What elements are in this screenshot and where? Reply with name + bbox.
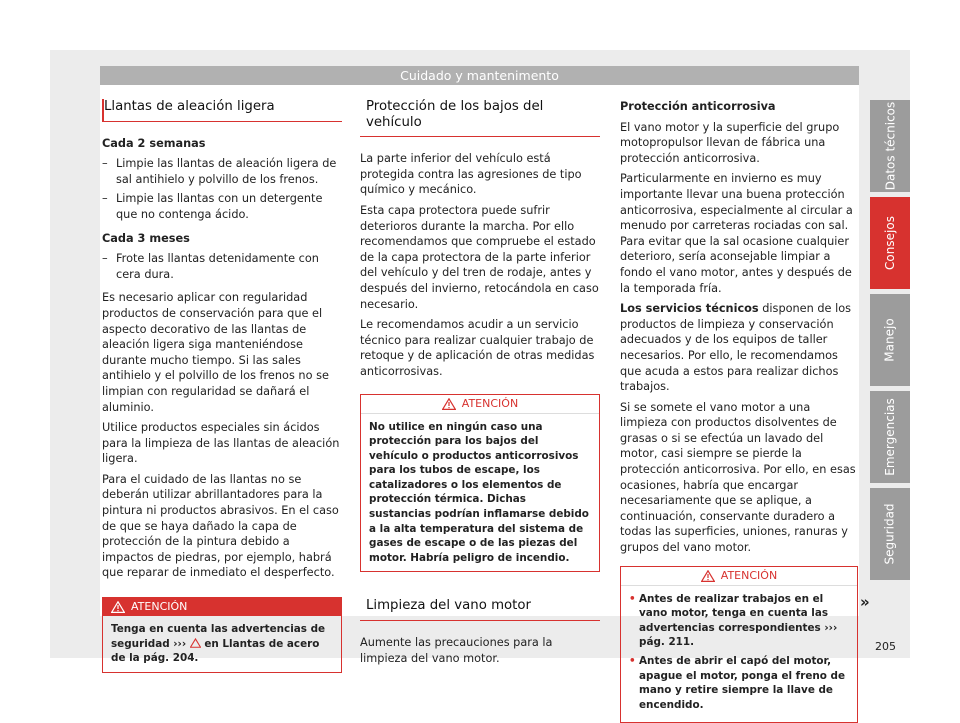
column-alloy-wheels: [102, 85, 342, 673]
tab-label: Manejo: [883, 318, 897, 362]
warning-box: [102, 597, 342, 673]
page-reference[interactable]: pág. 211.: [639, 636, 695, 649]
column-underbody-protection: [360, 85, 600, 671]
section-title-engine-bay: Limpieza del vano motor: [360, 598, 600, 621]
paragraph: Aumente las precauciones para la limpieza del vano motor.: [360, 636, 553, 665]
paragraph: Le recomendamos acudir a un servicio técnico para realizar cualquier trabajo de retoque y de aplicación de otras medidas anticorrosivas.: [360, 318, 595, 378]
warning-text: [621, 586, 857, 723]
warning-label: ATENCIÓN: [461, 396, 519, 410]
tab-label: Consejos: [883, 216, 898, 270]
paragraph: Para el cuidado de las llantas no se deberán utilizar abrillantadores para la pintura ni productos abrasivos. En el caso de que se haya dañado la capa de protección de la pintura debido a impactos de piedras, por ejemplo, habrá que reparar de inmediato el desperfecto.: [102, 472, 339, 580]
paragraph-rest: disponen de los productos de limpieza y conservación adecuados y de los equipos de taller necesarios. Por ello, le recomendamos que acuda a estos para realizar dichos trabajos.: [620, 302, 852, 394]
warning-label: ATENCIÓN: [131, 600, 188, 614]
bullet-text: Antes de realizar trabajos en el vano motor, tenga en cuenta las advertencias correspondientes: [639, 592, 829, 634]
warning-text-part: en Llantas de acero de la pág. 204.: [111, 637, 320, 665]
reference-arrows[interactable]: ›››: [173, 637, 187, 650]
warning-triangle-icon: [111, 601, 125, 613]
paragraph: [620, 301, 858, 395]
tab-datos-tecnicos[interactable]: [870, 100, 910, 192]
tab-label: Datos técnicos: [883, 101, 897, 191]
paragraph: Si se somete el vano motor a una limpieza con productos disolventes de grasas o si se efectúa un lavado del motor, casi siempre se pierde la protección anticorrosiva. Por ello, en esas ocasiones, habría que encargar necesariamente que se aplique, a continuación, conservante duradero a todas las superficies, uniones, ranuras y grupos del vano motor.: [620, 400, 856, 555]
page-number: 205: [875, 640, 896, 653]
warning-header: [103, 598, 341, 616]
list-item: – Limpie las llantas de aleación ligera de sal antihielo y polvillo de los frenos.: [102, 156, 342, 187]
warning-label: ATENCIÓN: [720, 568, 778, 582]
subsection-title: Protección anticorrosiva: [620, 100, 776, 113]
continue-arrow[interactable]: »: [860, 593, 870, 611]
column-corrosion-protection: [620, 85, 858, 723]
chapter-header: Cuidado y mantenimento: [100, 66, 859, 85]
list-item: • Antes de abrir el capó del motor, apague el motor, ponga el freno de mano y retire siempre la llave de encendido.: [629, 654, 849, 712]
tab-seguridad[interactable]: [870, 488, 910, 580]
section-title-alloy-wheels: Llantas de aleación ligera: [102, 99, 342, 122]
warning-box: [360, 394, 600, 573]
warning-text-part: Tenga en cuenta las advertencias de seguridad: [111, 623, 326, 650]
warning-triangle-icon: [701, 570, 715, 582]
paragraph: La parte inferior del vehículo está protegida contra las agresiones de tipo químico y mecánico.: [360, 152, 582, 197]
paragraph: Utilice productos especiales sin ácidos para la limpieza de las llantas de aleación ligera.: [102, 421, 340, 466]
paragraph: El vano motor y la superficie del grupo motopropulsor llevan de fábrica una protección anticorrosiva.: [620, 120, 840, 165]
warning-text: [103, 616, 341, 672]
page-content: [100, 85, 859, 711]
warning-triangle-icon: [190, 638, 201, 648]
tab-consejos[interactable]: [870, 197, 910, 289]
warning-header: [361, 395, 599, 414]
paragraph: Particularmente en invierno es muy importante llevar una buena protección anticorrosiva, especialmente al circular a menudo por carreteras rociadas con sal. Para evitar que la sal ocasione cualquier deterioro, sería aconsejable limpiar a fondo el vano motor, antes y después de la temporada fría.: [620, 172, 853, 295]
tab-manejo[interactable]: [870, 294, 910, 386]
reference-arrows[interactable]: ›››: [824, 621, 838, 634]
paragraph: Es necesario aplicar con regularidad productos de conservación para que el aspecto decorativo de las llantas de aleación ligera siga manteniéndose durante mucho tiempo. Si las sales antihielo y el polvillo de los frenos no se limpian con regularidad se dañará el aluminio.: [102, 291, 329, 414]
warning-box: [620, 566, 858, 723]
list-item: [629, 592, 849, 650]
warning-header: [621, 567, 857, 586]
every-3-months-heading: Cada 3 meses: [102, 231, 190, 245]
tab-label: Seguridad: [883, 503, 898, 565]
every-2-weeks-heading: Cada 2 semanas: [102, 136, 206, 150]
paragraph: Esta capa protectora puede sufrir deterioros durante la marcha. Por ello recomendamos que compruebe el estado de la capa protectora de la parte inferior del vehículo y del tren de rodaje, antes y después del invierno, retocándola en caso necesario.: [360, 203, 599, 311]
list-item: – Limpie las llantas con un detergente que no contenga ácido.: [102, 191, 342, 222]
warning-triangle-icon: [442, 398, 456, 410]
warning-text: No utilice en ningún caso una protección para los bajos del vehículo o productos anticorrosivos para los tubos de escape, los catalizadores o los elementos de protección térmica. Dichas sustancias podrían inflamarse debido a la alta temperatura del sistema de gases de escape o de las piezas del motor. Habría peligro de incendio.: [369, 420, 589, 564]
bold-term: Los servicios técnicos: [620, 302, 759, 316]
list-item: – Frote las llantas detenidamente con cera dura.: [102, 251, 342, 282]
tab-label: Emergencias: [883, 398, 897, 476]
tab-emergencias[interactable]: [870, 391, 910, 483]
section-title-underbody: Protección de los bajos del vehículo: [360, 99, 600, 137]
